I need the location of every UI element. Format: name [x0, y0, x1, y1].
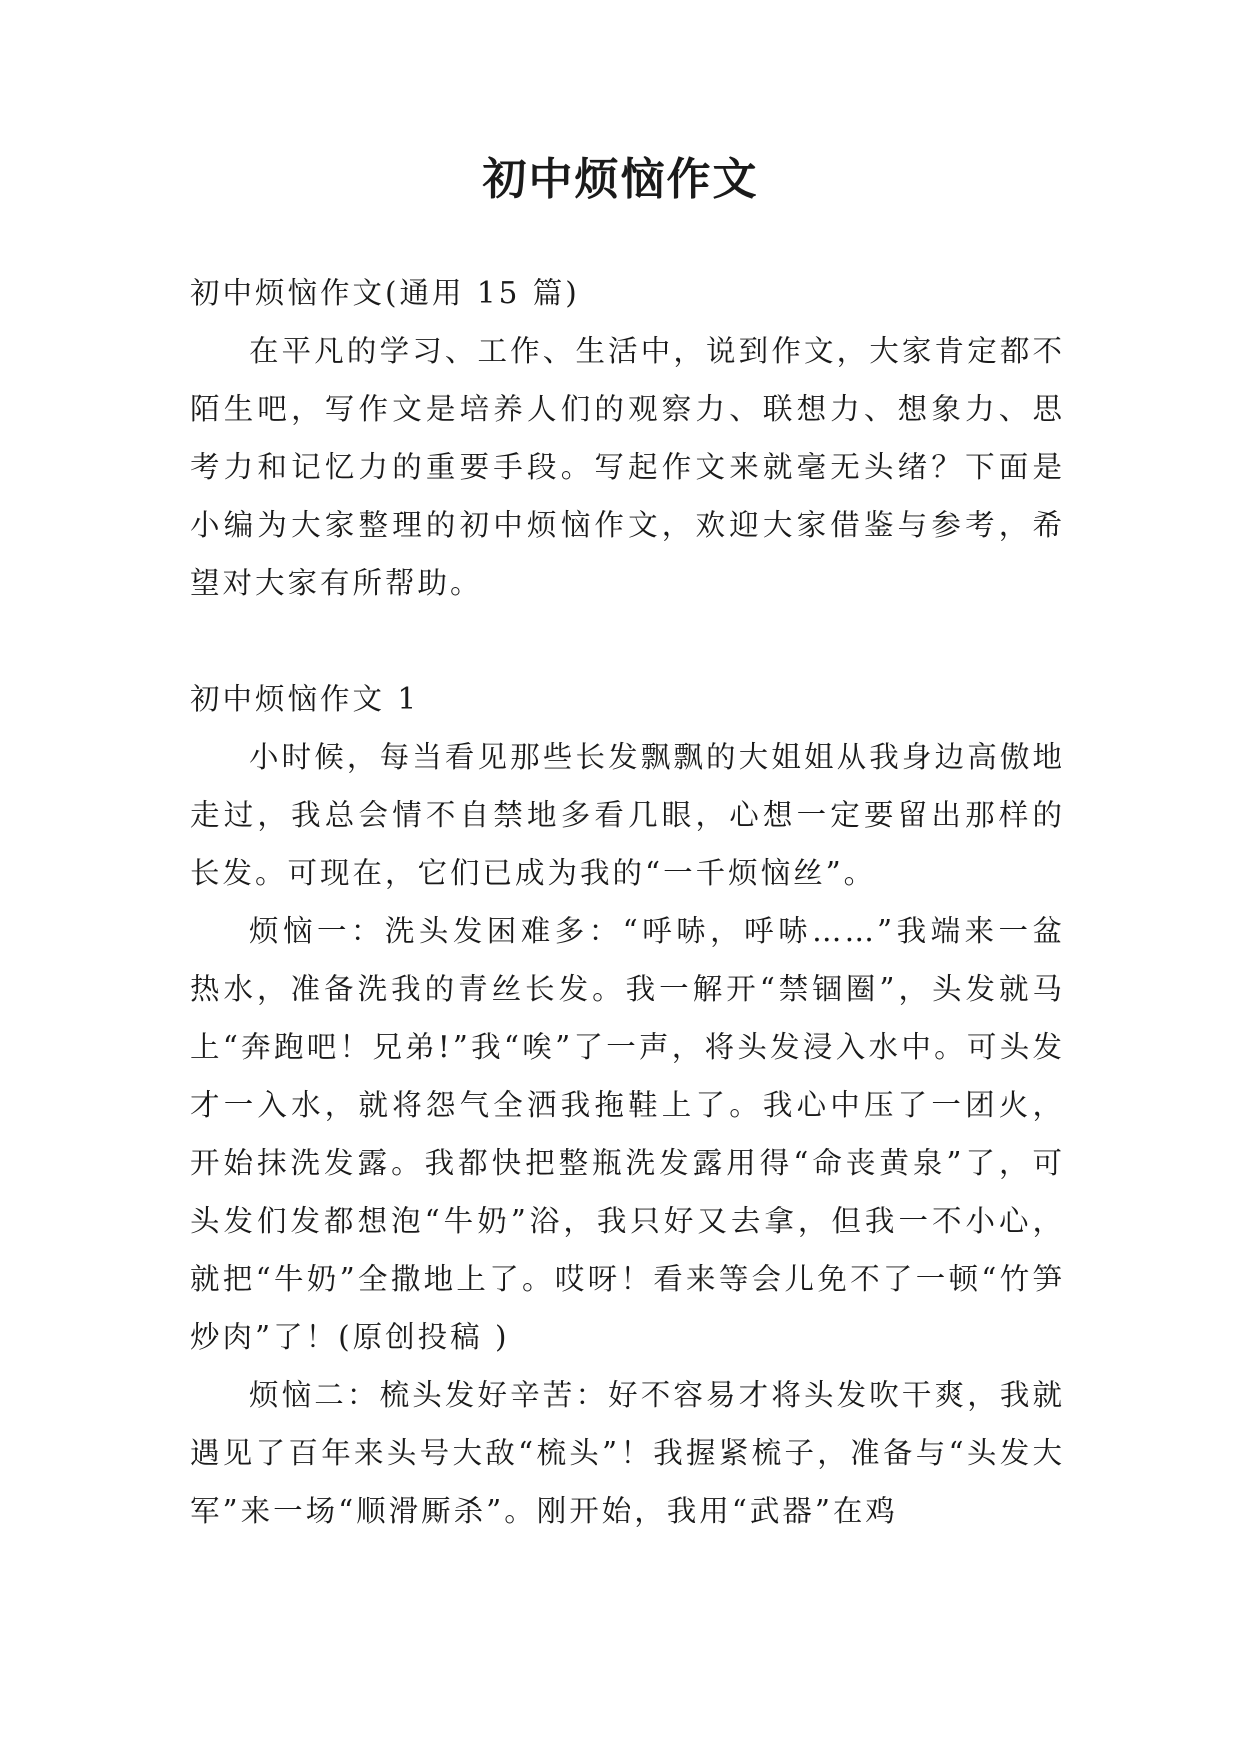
body-paragraph: 烦恼二：梳头发好辛苦：好不容易才将头发吹干爽，我就遇见了百年来头号大敌“梳头”！我握紧梳子，准备与“头发大军”来一场“顺滑厮杀”。刚开始，我用“武器”在鸡 — [190, 1378, 1065, 1528]
section-spacer — [190, 612, 1065, 670]
document-body — [190, 264, 1065, 1540]
document-title: 初中烦恼作文 — [482, 154, 759, 205]
section-heading: 初中烦恼作文 1 — [190, 682, 420, 716]
body-paragraph: 烦恼一：洗头发困难多：“呼哧，呼哧……”我端来一盆热水，准备洗我的青丝长发。我一解开“禁锢圈”，头发就马上“奔跑吧！兄弟!”我“唉”了一声，将头发浸入水中。可头发才一入水，就将怨气全洒我拖鞋上了。我心中压了一团火，开始抹洗发露。我都快把整瓶洗发露用得“命丧黄泉”了，可头发们发都想泡“牛奶”浴，我只好又去拿，但我一不小心，就把“牛奶”全撒地上了。哎呀！看来等会儿免不了一顿“竹笋炒肉”了！(原创投稿 ) — [190, 914, 1065, 1354]
body-paragraph: 小时候，每当看见那些长发飘飘的大姐姐从我身边高傲地走过，我总会情不自禁地多看几眼，心想一定要留出那样的长发。可现在，它们已成为我的“一千烦恼丝”。 — [190, 740, 1065, 890]
intro-paragraph: 在平凡的学习、工作、生活中，说到作文，大家肯定都不陌生吧，写作文是培养人们的观察力、联想力、想象力、思考力和记忆力的重要手段。写起作文来就毫无头绪？下面是小编为大家整理的初中烦恼作文，欢迎大家借鉴与参考，希望对大家有所帮助。 — [190, 334, 1065, 600]
document-subtitle: 初中烦恼作文(通用 15 篇) — [190, 276, 580, 310]
